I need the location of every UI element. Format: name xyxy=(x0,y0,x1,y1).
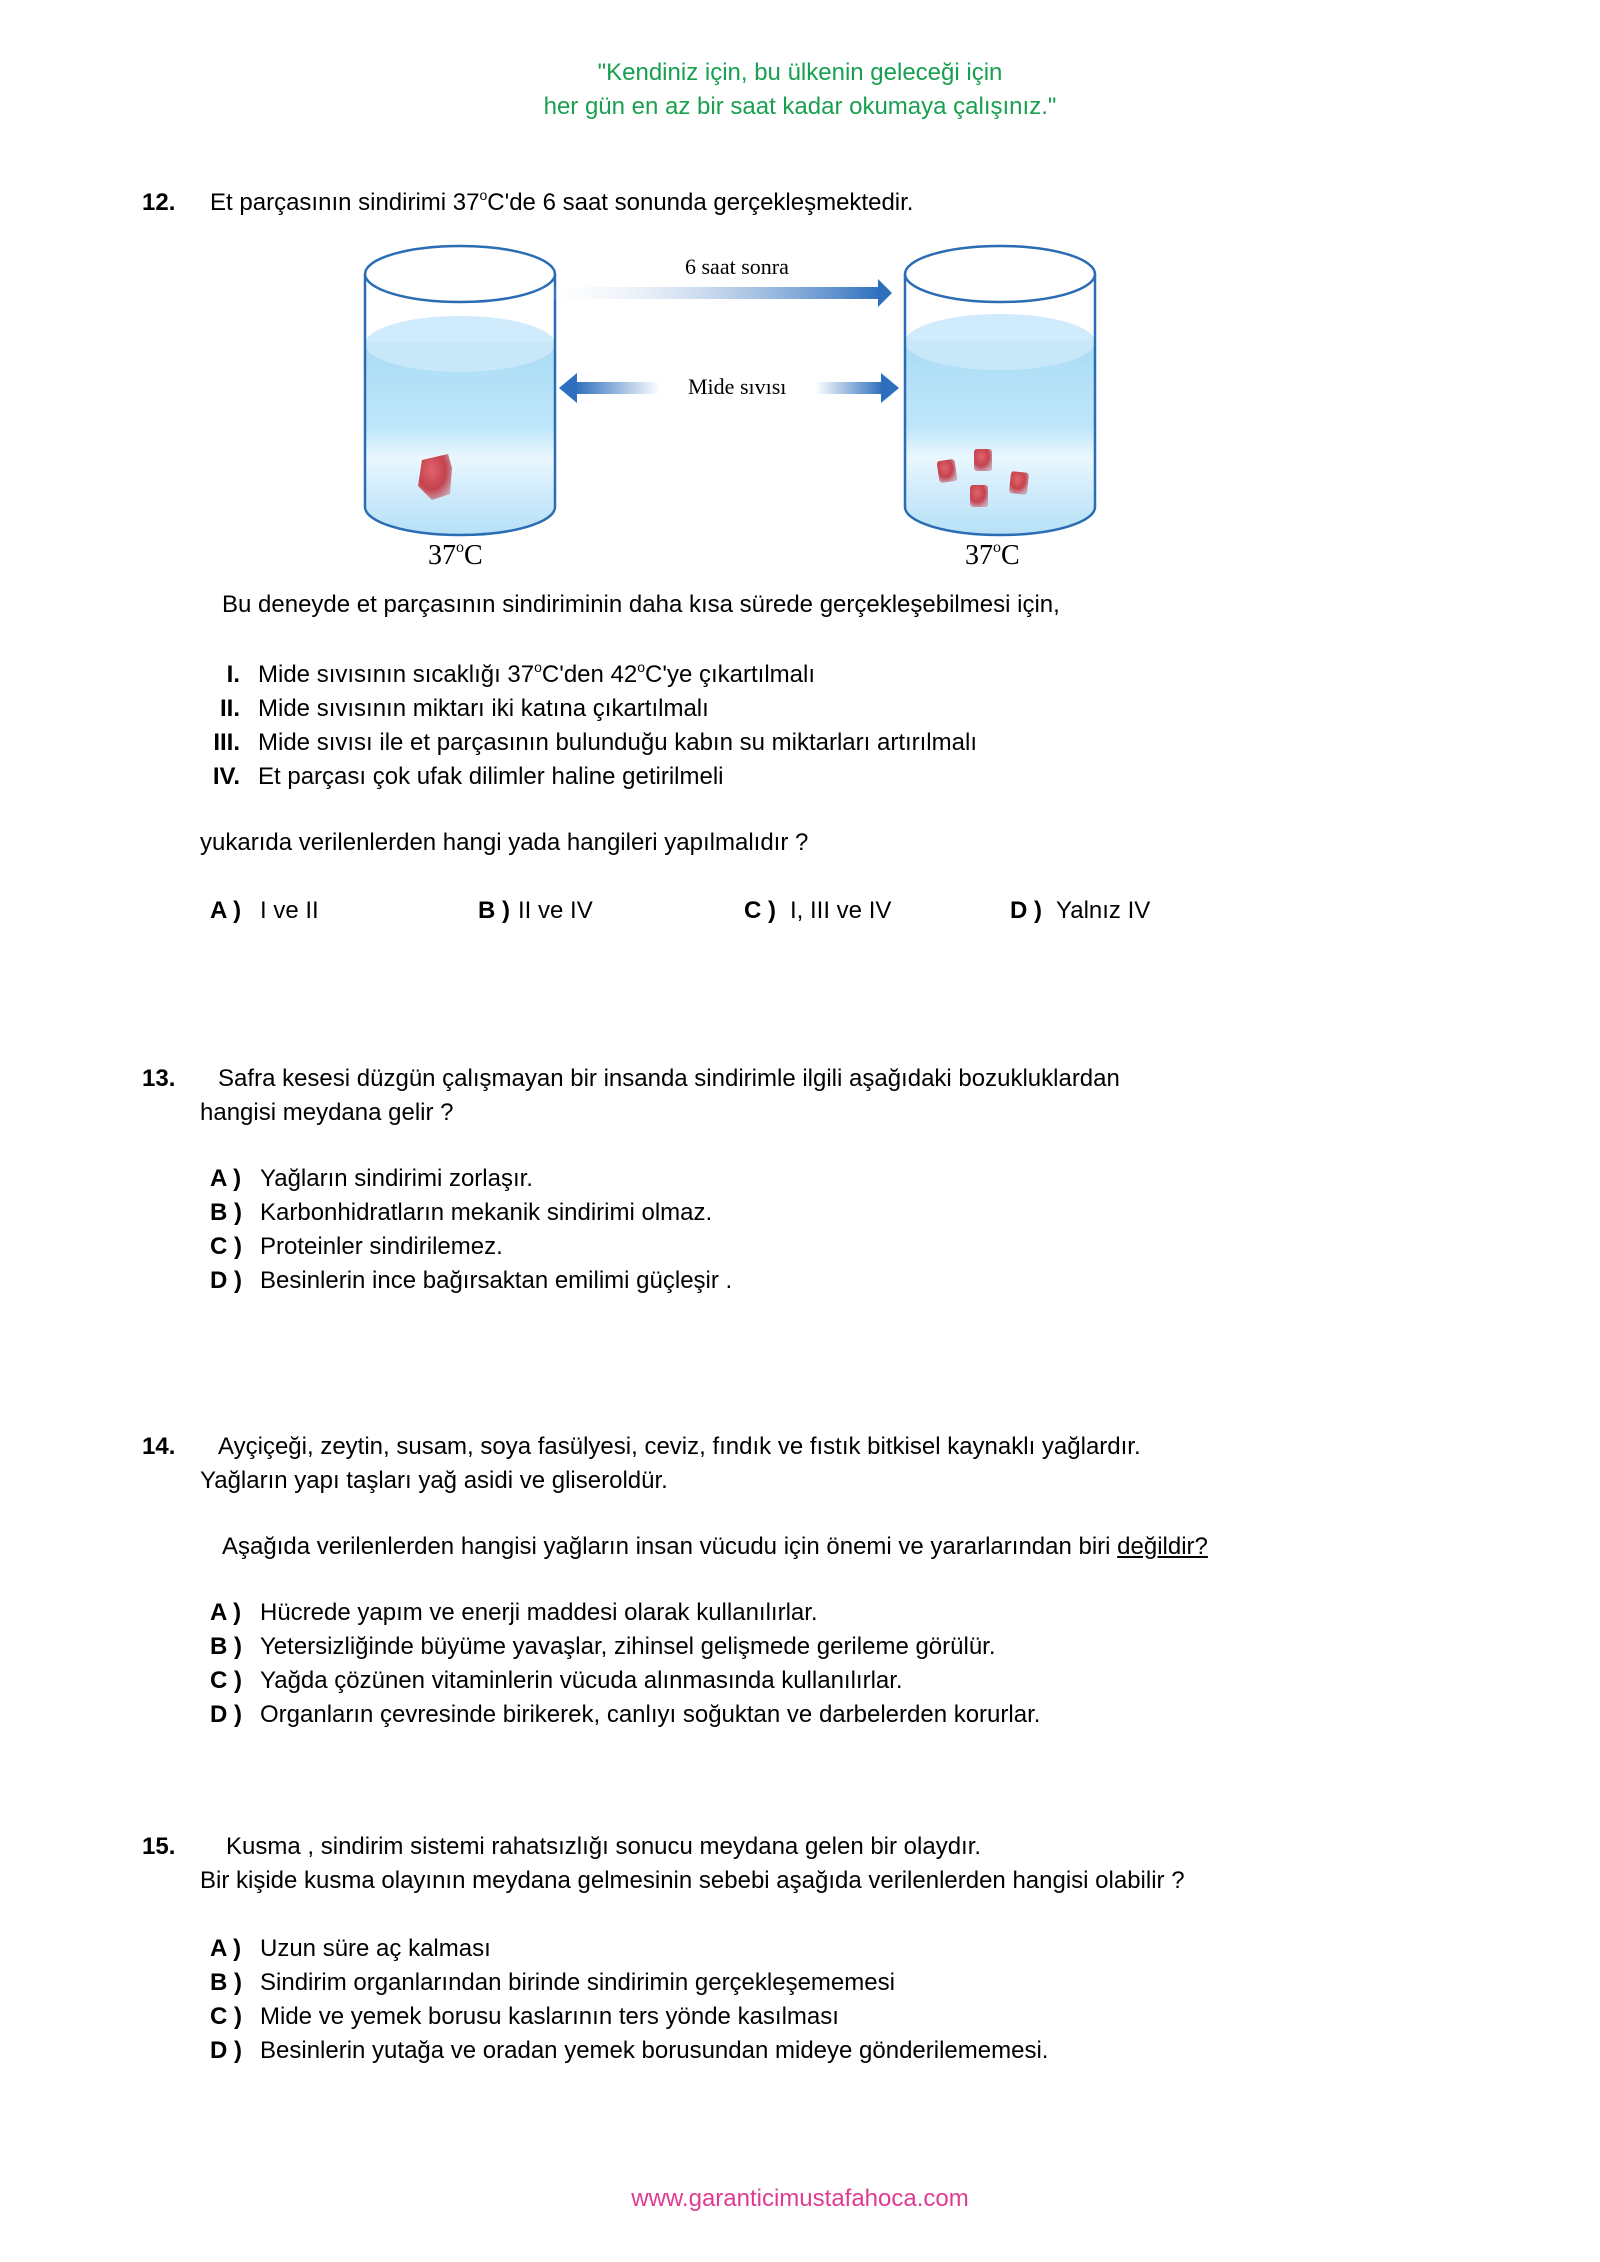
question-13-stem-line-2: hangisi meydana gelir ? xyxy=(200,1099,454,1126)
digestion-experiment-figure xyxy=(360,232,1120,582)
right-beaker xyxy=(905,246,1095,535)
question-15-stem-line-2: Bir kişide kusma olayının meydana gelmesinin sebebi aşağıda verilenlerden hangisi olabilir ? xyxy=(200,1867,1185,1894)
question-number: 15. xyxy=(142,1833,176,1860)
question-number: 14. xyxy=(142,1433,176,1460)
statement-ii: II. Mide sıvısının miktarı iki katına çıkartılmalı xyxy=(219,695,709,722)
question-12-stem: 12. Et parçasının sindirimi 37$^o$C'de 6 saat sonunda gerçekleşmektedir. xyxy=(142,187,914,216)
quote-line-2: her gün en az bir saat kadar okumaya çalışınız." xyxy=(543,93,1057,120)
option-d[interactable]: D ) Besinlerin yutağa ve oradan yemek borusundan mideye gönderilememesi. xyxy=(210,2037,1049,2064)
option-b[interactable]: B ) Karbonhidratların mekanik sindirimi olmaz. xyxy=(210,1199,713,1226)
option-b[interactable]: B ) Sindirim organlarından birinde sindirimin gerçekleşememesi xyxy=(210,1969,895,1996)
quote-line-1: "Kendiniz için, bu ülkenin geleceği için xyxy=(597,59,1003,86)
option-c[interactable]: C ) Mide ve yemek borusu kaslarının ters yönde kasılması xyxy=(210,2003,839,2030)
statement-iv: IV. Et parçası çok ufak dilimler haline getirilmeli xyxy=(212,763,724,790)
question-14-stem-line-2: Yağların yapı taşları yağ asidi ve gliseroldür. xyxy=(200,1467,668,1494)
option-a[interactable]: A ) Yağların sindirimi zorlaşır. xyxy=(210,1165,533,1192)
option-a[interactable]: A ) Hücrede yapım ve enerji maddesi olarak kullanılırlar. xyxy=(210,1599,818,1626)
question-15-stem-line-1: 15. Kusma , sindirim sistemi rahatsızlığı sonucu meydana gelen bir olaydır. xyxy=(142,1833,982,1860)
meat-chunk-small xyxy=(937,459,958,483)
arrow-label-6-saat-sonra: 6 saat sonra xyxy=(685,254,789,279)
question-14-prompt: Aşağıda verilenlerden hangisi yağların insan vücudu için önemi ve yararlarından biri değildir? xyxy=(222,1533,1208,1560)
option-a[interactable]: A ) I ve II xyxy=(210,897,319,924)
statement-iii: III. Mide sıvısı ile et parçasının bulunduğu kabın su miktarları artırılmalı xyxy=(213,729,977,756)
footer-website-link[interactable]: www.garanticimustafahoca.com xyxy=(631,2185,969,2212)
question-14-stem-line-1: 14. Ayçiçeği, zeytin, susam, soya fasülyesi, ceviz, fındık ve fıstık bitkisel kaynaklı yağlardır. xyxy=(142,1433,1141,1460)
header-quote xyxy=(0,56,1600,124)
option-d[interactable]: D ) Yalnız IV xyxy=(1010,897,1151,924)
statement-list xyxy=(200,658,977,794)
left-beaker-temperature: 37$^o$C xyxy=(428,539,483,571)
question-15-options xyxy=(210,1932,1048,2068)
time-arrow xyxy=(525,279,892,307)
question-number: 13. xyxy=(142,1065,176,1092)
question-12-prompt: yukarıda verilenlerden hangi yada hangileri yapılmalıdır ? xyxy=(200,829,809,856)
beakers-illustration xyxy=(360,232,1120,582)
meat-chunk-small xyxy=(1009,471,1029,495)
question-13-stem-line-1: 13. Safra kesesi düzgün çalışmayan bir insanda sindirimle ilgili aşağıdaki bozukluklardan xyxy=(142,1065,1120,1092)
option-b[interactable]: B ) II ve IV xyxy=(478,897,593,924)
negation-emphasis: değildir? xyxy=(1117,1533,1208,1560)
question-14-options xyxy=(210,1596,1040,1732)
right-beaker-temperature: 37$^o$C xyxy=(965,539,1020,571)
option-d[interactable]: D ) Organların çevresinde birikerek, canlıyı soğuktan ve darbelerden korurlar. xyxy=(210,1701,1041,1728)
statement-i: I. Mide sıvısının sıcaklığı 37$^o$C'den 42$^o$C'ye çıkartılmalı xyxy=(226,659,815,688)
option-b[interactable]: B ) Yetersizliğinde büyüme yavaşlar, zihinsel gelişmede gerileme görülür. xyxy=(210,1633,996,1660)
option-c[interactable]: C ) Proteinler sindirilemez. xyxy=(210,1233,503,1260)
question-12-lead: Bu deneyde et parçasının sindiriminin daha kısa sürede gerçekleşebilmesi için, xyxy=(222,591,1060,618)
option-c[interactable]: C ) Yağda çözünen vitaminlerin vücuda alınmasında kullanılırlar. xyxy=(210,1667,903,1694)
option-a[interactable]: A ) Uzun süre aç kalması xyxy=(210,1935,491,1962)
meat-chunk-small xyxy=(970,485,988,507)
option-d[interactable]: D ) Besinlerin ince bağırsaktan emilimi güçleşir . xyxy=(210,1267,733,1294)
arrow-label-mide-sivisi: Mide sıvısı xyxy=(688,374,787,399)
option-c[interactable]: C ) I, III ve IV xyxy=(744,897,892,924)
meat-chunk-small xyxy=(974,449,992,471)
question-number: 12. xyxy=(142,189,176,216)
question-13-options xyxy=(210,1162,732,1298)
